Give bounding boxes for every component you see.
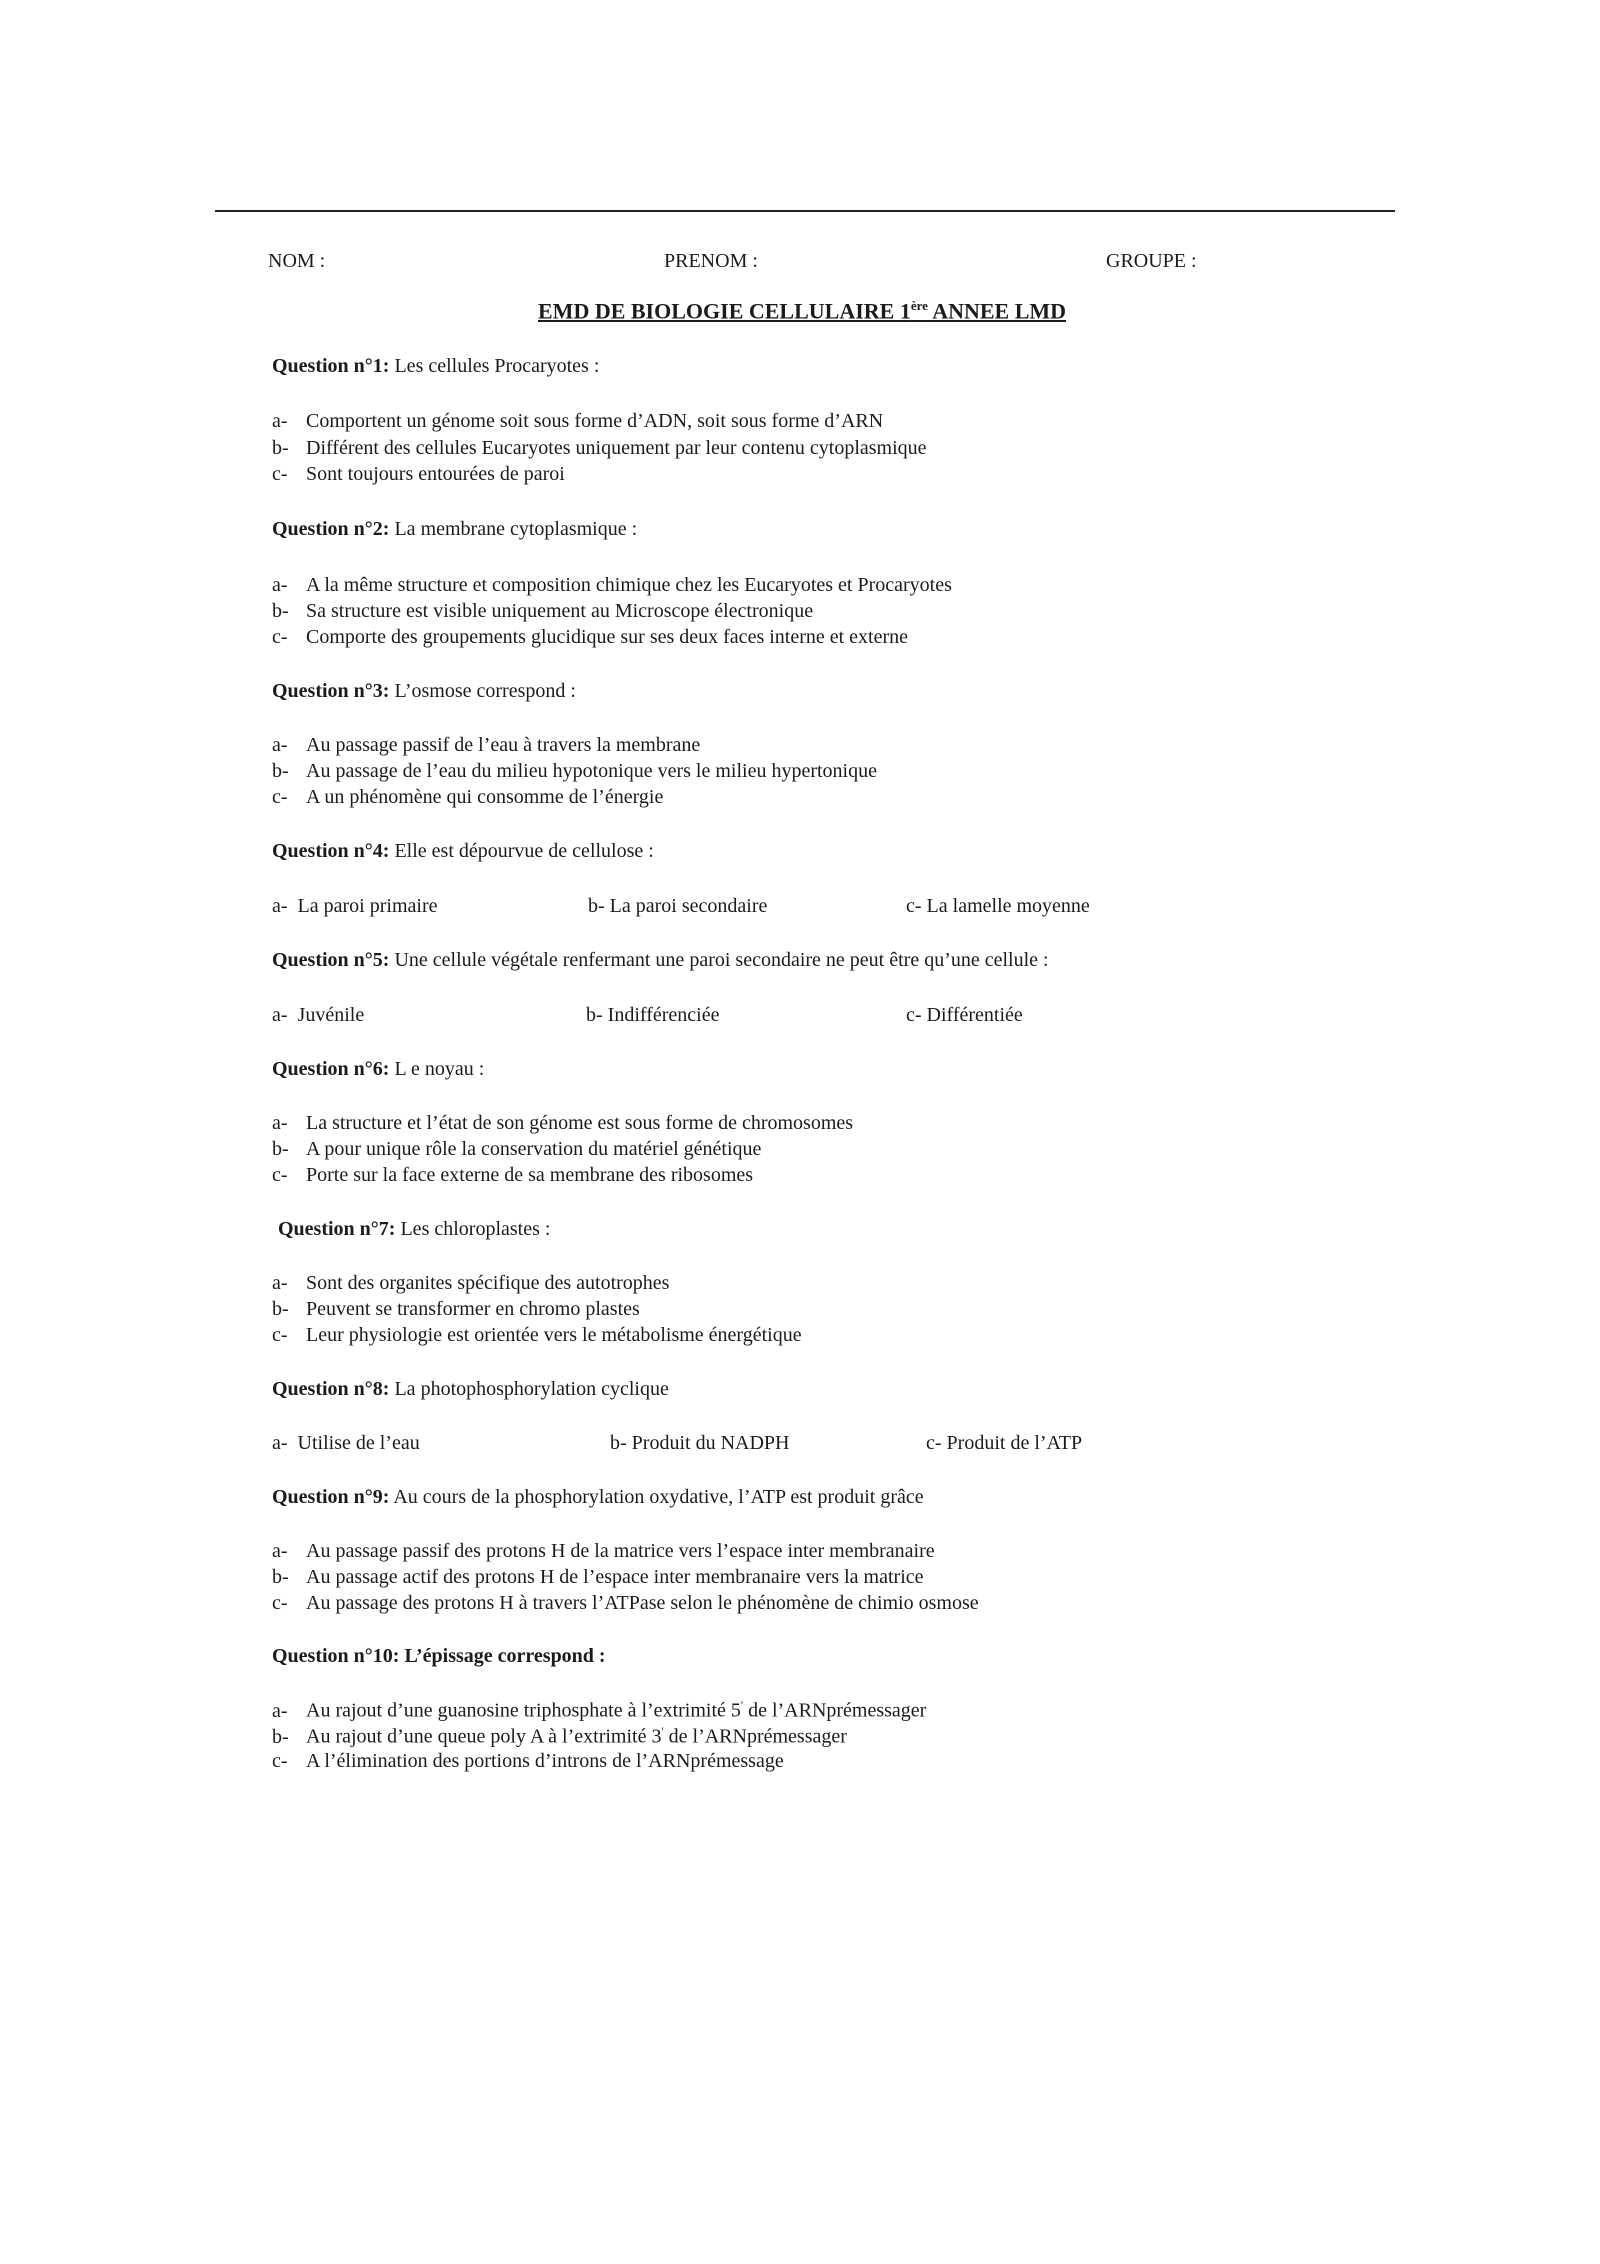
question-label: Question n°1: (272, 355, 390, 377)
question-text: Elle est dépourvue de cellulose : (389, 840, 654, 862)
option-8b: b- Produit du NADPH (610, 1432, 790, 1454)
option-4a: a- La paroi primaire (272, 895, 438, 917)
groupe-label: GROUPE : (1106, 250, 1197, 272)
question-text: L’épissage correspond : (399, 1645, 606, 1667)
option-4b: b- La paroi secondaire (588, 895, 768, 917)
option-4c: c- La lamelle moyenne (906, 895, 1090, 917)
option-5a: a- Juvénile (272, 1004, 365, 1026)
option-9b: b- Au passage actif des protons H de l’espace inter membranaire vers la matrice (272, 1566, 924, 1588)
nom-label: NOM : (268, 250, 326, 272)
option-3c: c- A un phénomène qui consomme de l’énergie (272, 786, 664, 808)
question-label: Question n°6: (272, 1058, 390, 1080)
question-7 (278, 1218, 550, 1241)
question-text: L’osmose correspond : (389, 680, 576, 702)
student-header (268, 250, 1200, 280)
question-10 (272, 1645, 606, 1668)
question-text: Les chloroplastes : (395, 1218, 551, 1240)
prenom-label: PRENOM : (664, 250, 758, 272)
question-label: Question n°4: (272, 840, 390, 862)
question-text: L e noyau : (389, 1058, 485, 1080)
option-2a: a- A la même structure et composition chimique chez les Eucaryotes et Procaryotes (272, 574, 952, 596)
option-8c: c- Produit de l’ATP (926, 1432, 1083, 1454)
question-8 (272, 1378, 669, 1401)
question-label: Question n°5: (272, 949, 390, 971)
option-1b: b- Différent des cellules Eucaryotes uniquement par leur contenu cytoplasmique (272, 437, 927, 459)
question-text: Les cellules Procaryotes : (389, 355, 600, 377)
option-6b: b- A pour unique rôle la conservation du matériel génétique (272, 1138, 762, 1160)
option-1c: c- Sont toujours entourées de paroi (272, 463, 565, 485)
question-text: La membrane cytoplasmique : (389, 518, 638, 540)
option-7a: a- Sont des organites spécifique des autotrophes (272, 1272, 670, 1294)
option-6c: c- Porte sur la face externe de sa membrane des ribosomes (272, 1164, 754, 1186)
question-text: Au cours de la phosphorylation oxydative, l’ATP est produit grâce (389, 1486, 924, 1508)
question-label: Question n°9: (272, 1486, 390, 1508)
option-7b: b- Peuvent se transformer en chromo plastes (272, 1298, 640, 1320)
question-4 (272, 840, 654, 863)
option-6a: a- La structure et l’état de son génome est sous forme de chromosomes (272, 1112, 854, 1134)
option-3a: a- Au passage passif de l’eau à travers la membrane (272, 734, 701, 756)
option-2b: b- Sa structure est visible uniquement au Microscope électronique (272, 600, 814, 622)
question-label: Question n°7: (278, 1218, 396, 1240)
option-9c: c- Au passage des protons H à travers l’ATPase selon le phénomène de chimio osmose (272, 1592, 979, 1614)
question-3 (272, 680, 576, 703)
question-text: La photophosphorylation cyclique (389, 1378, 669, 1400)
question-label: Question n°10: (272, 1645, 400, 1667)
question-label: Question n°2: (272, 518, 390, 540)
option-8a: a- Utilise de l’eau (272, 1432, 420, 1454)
option-9a: a- Au passage passif des protons H de la matrice vers l’espace inter membranaire (272, 1540, 935, 1562)
question-5 (272, 949, 1049, 972)
question-9 (272, 1486, 924, 1509)
option-10b: b- Au rajout d’une queue poly A à l’extrimité 3' de l’ARNprémessager (272, 1724, 847, 1748)
question-1 (272, 355, 599, 378)
option-2c: c- Comporte des groupements glucidique sur ses deux faces interne et externe (272, 626, 909, 648)
option-5c: c- Différentiée (906, 1004, 1023, 1026)
option-7c: c- Leur physiologie est orientée vers le métabolisme énergétique (272, 1324, 802, 1346)
question-2 (272, 518, 637, 541)
option-10c: c- A l’élimination des portions d’introns de l’ARNprémessage (272, 1750, 784, 1772)
option-10a: a- Au rajout d’une guanosine triphosphate à l’extrimité 5' de l’ARNprémessager (272, 1698, 927, 1722)
option-1a: a- Comportent un génome soit sous forme d’ADN, soit sous forme d’ARN (272, 410, 884, 432)
option-3b: b- Au passage de l’eau du milieu hypotonique vers le milieu hypertonique (272, 760, 877, 782)
question-text: Une cellule végétale renfermant une paroi secondaire ne peut être qu’une cellule : (389, 949, 1049, 971)
option-5b: b- Indifférenciée (586, 1004, 720, 1026)
question-label: Question n°8: (272, 1378, 390, 1400)
question-label: Question n°3: (272, 680, 390, 702)
top-rule (215, 210, 1395, 212)
question-6 (272, 1058, 484, 1081)
page-title: EMD DE BIOLOGIE CELLULAIRE 1ère ANNEE LMD (538, 298, 1067, 324)
